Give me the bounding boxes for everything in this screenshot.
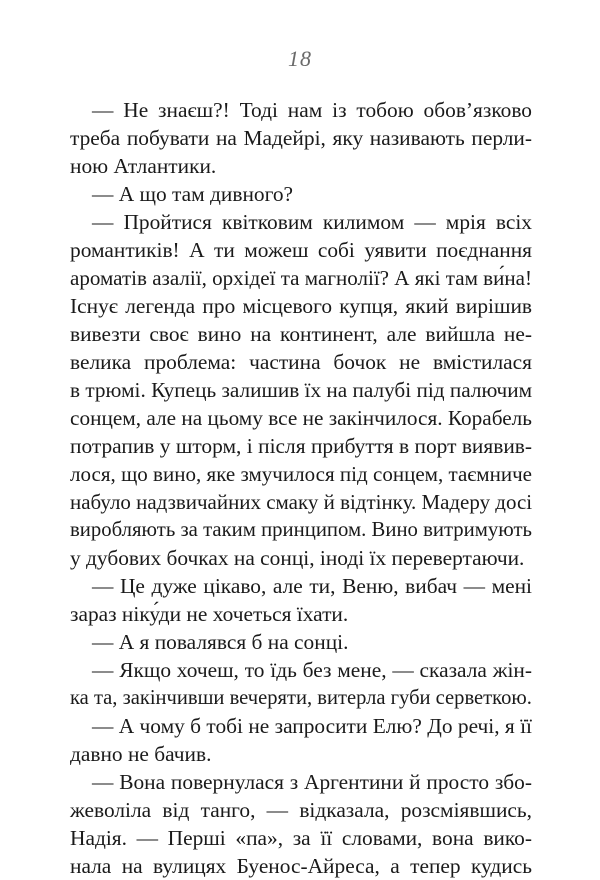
- text-line: ка та, закінчивши вечеряти, витерла губи серветкою.: [70, 687, 532, 709]
- text-line: — А я повалявся б на сонці.: [92, 630, 349, 654]
- page-number: 18: [288, 46, 312, 71]
- text-line: Надія. — Перші «па», за її словами, вона вико-: [70, 826, 532, 850]
- text-line: жеволіла від танго, — відказала, розсміявшись,: [70, 798, 532, 822]
- text-line: — Пройтися квітковим килимом — мрія всіх: [92, 210, 532, 234]
- body-text: [70, 96, 532, 880]
- text-line: — А що там дивного?: [92, 182, 294, 206]
- text-line: набуло надзвичайних смаку й відтінку. Мадеру досі: [70, 490, 533, 514]
- text-line: — Не знаєш?! Тоді нам із тобою обов’язково: [92, 98, 532, 122]
- text-line: Існує легенда про місцевого купця, який вирішив: [70, 294, 532, 318]
- text-line: — Це дуже цікаво, але ти, Веню, вибач — мені: [92, 574, 532, 598]
- text-line: лося, що вино, яке змучилося під сонцем, таємниче: [70, 462, 532, 486]
- text-line: ароматів азалії, орхідеї та магнолії? А які там ви́на!: [70, 266, 532, 290]
- text-line: давно не бачив.: [70, 742, 212, 766]
- text-line: — Якщо хочеш, то їдь без мене, — сказала жін-: [92, 658, 532, 682]
- text-line: зараз ніку́ди не хочеться їхати.: [70, 602, 349, 626]
- text-line: романтиків! А ти можеш собі уявити поєднання: [70, 238, 532, 262]
- text-line: потрапив у шторм, і після прибуття в порт виявив-: [70, 434, 532, 458]
- text-line: виробляють за таким принципом. Вино витримують: [70, 519, 532, 541]
- text-line: у дубових бочках на сонці, іноді їх перевертаючи.: [70, 546, 525, 570]
- text-line: — Вона повернулася з Аргентини й просто збо-: [92, 770, 532, 794]
- text-line: сонцем, але на цьому все не закінчилося. Корабель: [70, 406, 532, 430]
- text-line: в трюмі. Купець залишив їх на палубі під палючим: [70, 378, 533, 402]
- text-line: нала на вулицях Буенос-Айреса, а тепер кудись: [70, 854, 532, 878]
- text-line: — А чому б тобі не запросити Елю? До речі, я її: [92, 714, 532, 738]
- text-line: ною Атлантики.: [70, 154, 217, 178]
- text-line: треба побувати на Мадейрі, яку називають перли-: [70, 126, 532, 150]
- text-line: велика проблема: частина бочок не вмістилася: [70, 350, 532, 374]
- text-line: вивезти своє вино на континент, але вийшла не-: [70, 322, 532, 346]
